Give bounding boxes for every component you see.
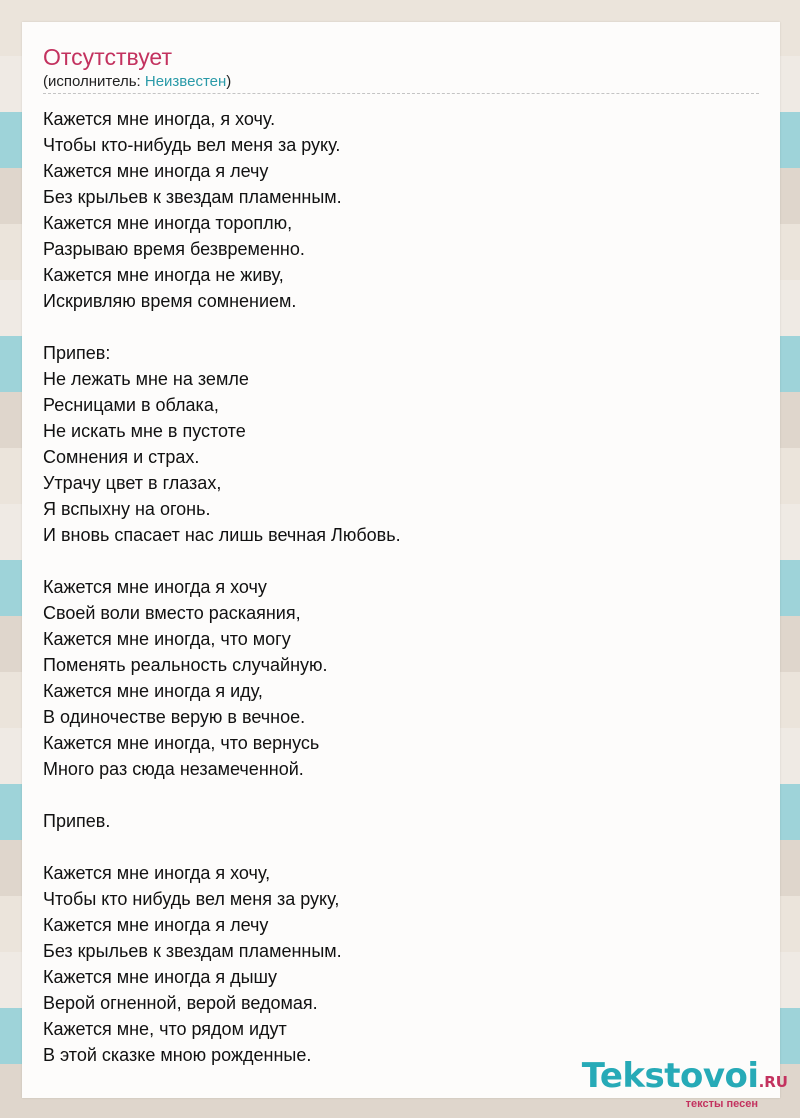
lyric-line: Поменять реальность случайную. — [43, 655, 328, 675]
lyric-line: Кажется мне иногда я дышу — [43, 967, 277, 987]
lyrics-sheet — [22, 22, 780, 1098]
artist-link[interactable]: Неизвестен — [144, 73, 227, 90]
logo-name: Tekstovoi — [581, 1056, 759, 1096]
lyric-line: Без крыльев к звездам пламенным. — [43, 941, 342, 961]
logo-tagline: тексты песен — [685, 1098, 758, 1110]
lyric-line: В одиночестве верую в вечное. — [43, 707, 306, 727]
lyric-line: Кажется мне, что рядом идут — [43, 1019, 287, 1039]
lyric-line: Кажется мне иногда не живу, — [43, 265, 284, 285]
lyric-line: Не лежать мне на земле — [43, 369, 249, 389]
lyric-line: И вновь спасает нас лишь вечная Любовь. — [43, 525, 401, 545]
lyric-line: Искривляю время сомнением. — [43, 291, 297, 311]
lyric-line: Верой огненной, верой ведомая. — [43, 993, 318, 1013]
performer-line — [43, 73, 231, 91]
lyric-line: В этой сказке мною рожденные. — [43, 1045, 312, 1065]
lyric-line: Чтобы кто-нибудь вел меня за руку. — [43, 135, 341, 155]
lyric-line: Кажется мне иногда я лечу — [43, 161, 269, 181]
stanza-break — [43, 314, 759, 340]
site-logo[interactable] — [582, 1057, 788, 1110]
lyric-line: Чтобы кто нибудь вел меня за руку, — [43, 889, 340, 909]
lyric-line: Припев: — [43, 343, 111, 363]
stanza-break — [43, 782, 759, 808]
lyric-line: Ресницами в облака, — [43, 395, 219, 415]
lyric-line: Кажется мне иногда, что могу — [43, 629, 291, 649]
song-title: Отсутствует — [43, 44, 172, 70]
header-divider — [43, 93, 759, 94]
lyric-line: Припев. — [43, 811, 111, 831]
stanza-break — [43, 834, 759, 860]
lyric-line: Кажется мне иногда я хочу — [43, 577, 267, 597]
lyric-line: Разрываю время безвременно. — [43, 239, 305, 259]
logo-tld: .RU — [758, 1073, 788, 1091]
lyric-line: Кажется мне иногда я иду, — [43, 681, 263, 701]
lyric-line: Кажется мне иногда, что вернусь — [43, 733, 320, 753]
lyric-line: Своей воли вместо раскаяния, — [43, 603, 301, 623]
lyric-line: Без крыльев к звездам пламенным. — [43, 187, 342, 207]
lyric-line: Не искать мне в пустоте — [43, 421, 246, 441]
lyric-line: Кажется мне иногда я хочу, — [43, 863, 271, 883]
lyric-line: Сомнения и страх. — [43, 447, 200, 467]
stanza-break — [43, 548, 759, 574]
lyric-line: Кажется мне иногда, я хочу. — [43, 109, 276, 129]
performer-prefix: (исполнитель: — [43, 73, 145, 90]
lyric-line: Утрачу цвет в глазах, — [43, 473, 222, 493]
lyric-line: Кажется мне иногда я лечу — [43, 915, 269, 935]
lyric-line: Я вспыхну на огонь. — [43, 499, 211, 519]
lyrics-text — [43, 106, 759, 1068]
lyric-line: Кажется мне иногда тороплю, — [43, 213, 293, 233]
lyric-line: Много раз сюда незамеченной. — [43, 759, 304, 779]
performer-suffix: ) — [226, 73, 232, 90]
